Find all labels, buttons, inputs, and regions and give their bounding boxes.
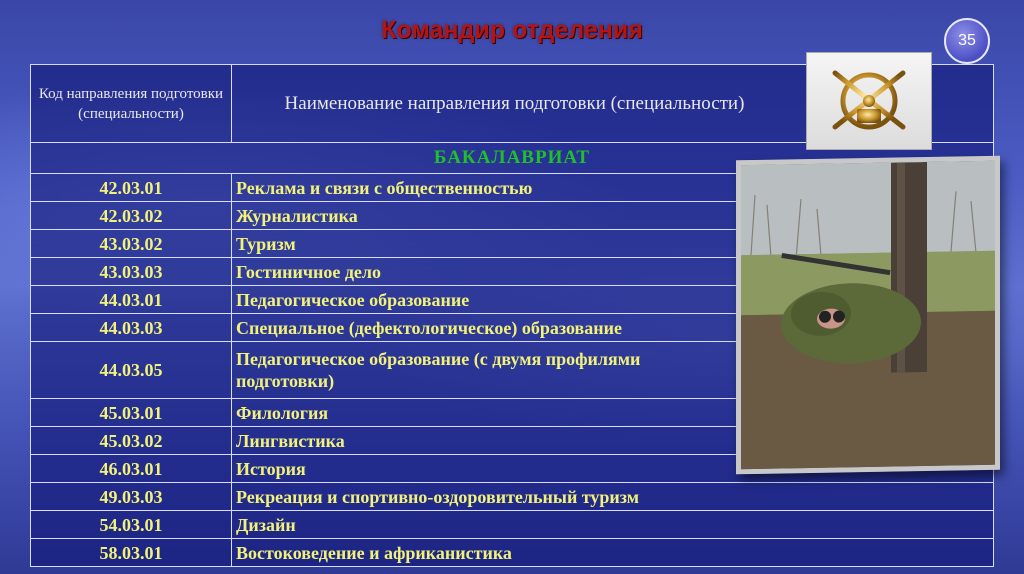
row-name: Лингвистика bbox=[232, 427, 994, 455]
row-code: 44.03.01 bbox=[31, 286, 232, 314]
row-name: Специальное (дефектологическое) образование bbox=[232, 314, 994, 342]
row-name: Востоковедение и африканистика bbox=[232, 539, 994, 567]
row-code: 44.03.05 bbox=[31, 342, 232, 399]
row-code: 45.03.01 bbox=[31, 399, 232, 427]
row-name: Рекреация и спортивно-оздоровительный туризм bbox=[232, 483, 994, 511]
table-row bbox=[31, 511, 994, 539]
row-name: Журналистика bbox=[232, 202, 994, 230]
row-name: Реклама и связи с общественностью bbox=[232, 174, 994, 202]
row-code: 43.03.03 bbox=[31, 258, 232, 286]
row-code: 45.03.02 bbox=[31, 427, 232, 455]
row-code: 44.03.03 bbox=[31, 314, 232, 342]
table-row bbox=[31, 483, 994, 511]
header-code: Код направления подготовки (специальности) bbox=[31, 65, 232, 143]
row-code: 43.03.02 bbox=[31, 230, 232, 258]
row-name: Дизайн bbox=[232, 511, 994, 539]
row-name: История bbox=[232, 455, 994, 483]
row-name-text: Педагогическое образование (с двумя профилями подготовки) bbox=[236, 349, 641, 391]
row-code: 42.03.01 bbox=[31, 174, 232, 202]
crossed-rifles-emblem-icon bbox=[806, 52, 932, 150]
row-name: Филология bbox=[232, 399, 994, 427]
page-number-badge: 35 bbox=[944, 18, 990, 64]
section-label: БАКАЛАВРИАТ bbox=[31, 143, 994, 174]
row-code: 49.03.03 bbox=[31, 483, 232, 511]
row-code: 42.03.02 bbox=[31, 202, 232, 230]
row-name: Педагогическое образование bbox=[232, 286, 994, 314]
row-code: 54.03.01 bbox=[31, 511, 232, 539]
header-name: Наименование направления подготовки (специальности) bbox=[232, 65, 994, 143]
row-name: Туризм bbox=[232, 230, 994, 258]
row-code: 46.03.01 bbox=[31, 455, 232, 483]
row-name: Гостиничное дело bbox=[232, 258, 994, 286]
slide-title: Командир отделения bbox=[381, 16, 643, 44]
row-code: 58.03.01 bbox=[31, 539, 232, 567]
table-row bbox=[31, 539, 994, 567]
soldier-with-binoculars-photo bbox=[736, 156, 1000, 475]
